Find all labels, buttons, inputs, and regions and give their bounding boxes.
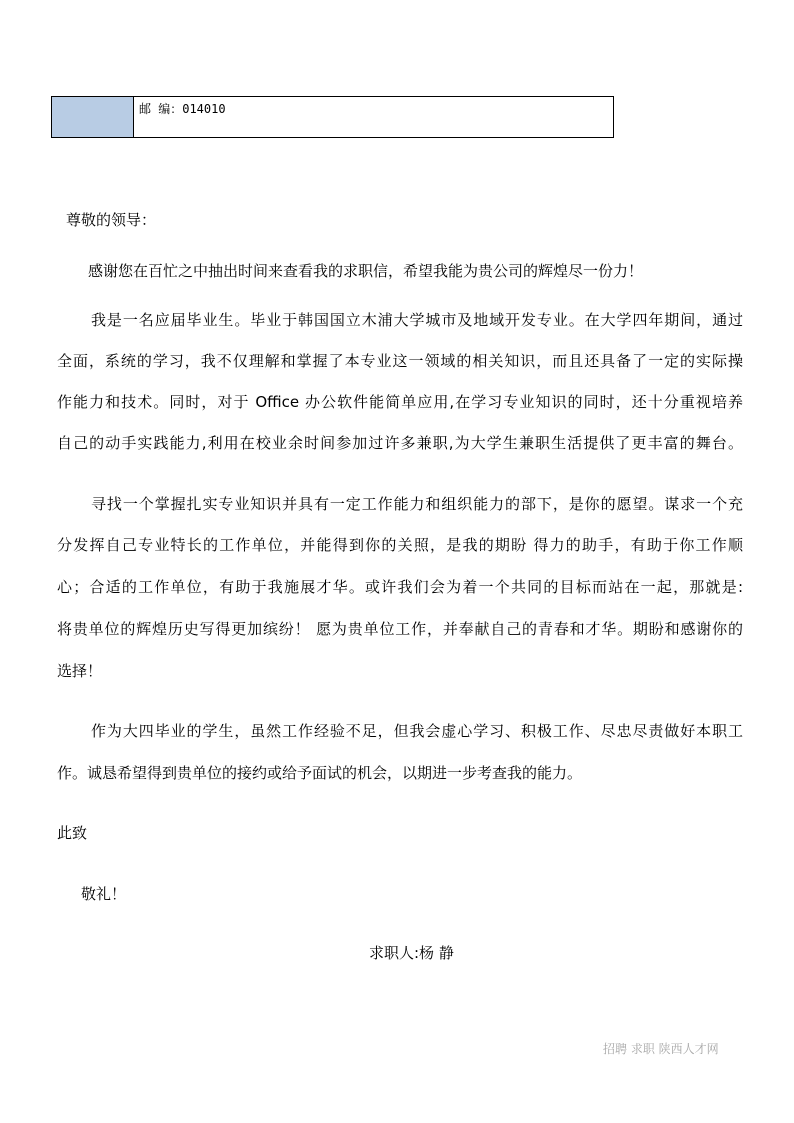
info-table [51,96,614,138]
paragraph1-line2: 全面，系统的学习，我不仅理解和掌握了本专业这一领域的相关知识，而且还具备了一定的实际操 [57,352,743,370]
paragraph2-line3: 心；合适的工作单位，有助于我施展才华。或许我们会为着一个共同的目标而站在一起，那就是: [57,578,743,596]
paragraph1-line4: 自己的动手实践能力,利用在校业余时间参加过许多兼职,为大学生兼职生活提供了更丰富的舞台。 [57,434,743,452]
closing-jingli: 敬礼！ [81,885,127,903]
paragraph2-line4: 将贵单位的辉煌历史写得更加缤纷！ 愿为贵单位工作，并奉献自己的青春和才华。期盼和感谢你的 [57,620,743,638]
paragraph1-line1: 我是一名应届毕业生。毕业于韩国国立木浦大学城市及地域开发专业。在大学四年期间，通过 [91,311,743,329]
paragraph2-line2: 分发挥自己专业特长的工作单位，并能得到你的关照，是我的期盼 得力的助手，有助于你工作顺 [57,536,743,554]
footer-watermark: 招聘 求职 陕西人才网 [603,1042,719,1056]
paragraph2-line5: 选择！ [57,662,103,680]
paragraph2-line1: 寻找一个掌握扎实专业知识并具有一定工作能力和组织能力的部下，是你的愿望。谋求一个充 [91,495,743,513]
paragraph3-line1: 作为大四毕业的学生，虽然工作经验不足，但我会虚心学习、积极工作、尽忠尽责做好本职工 [91,722,743,740]
paragraph3-line2: 作。诚恳希望得到贵单位的接约或给予面试的机会，以期进一步考查我的能力。 [57,764,583,782]
salutation: 尊敬的领导： [66,211,157,229]
postcode-text: 邮 编：014010 [139,102,226,116]
info-table-label-cell [52,97,134,137]
signature: 求职人:杨 静 [369,944,454,962]
closing-cizhi: 此致 [57,824,88,842]
opening-line: 感谢您在百忙之中抽出时间来查看我的求职信，希望我能为贵公司的辉煌尽一份力！ [88,262,644,280]
paragraph1-line3: 作能力和技术。同时，对于 Office 办公软件能简单应用,在学习专业知识的同时，还十分重视培养 [57,393,743,411]
